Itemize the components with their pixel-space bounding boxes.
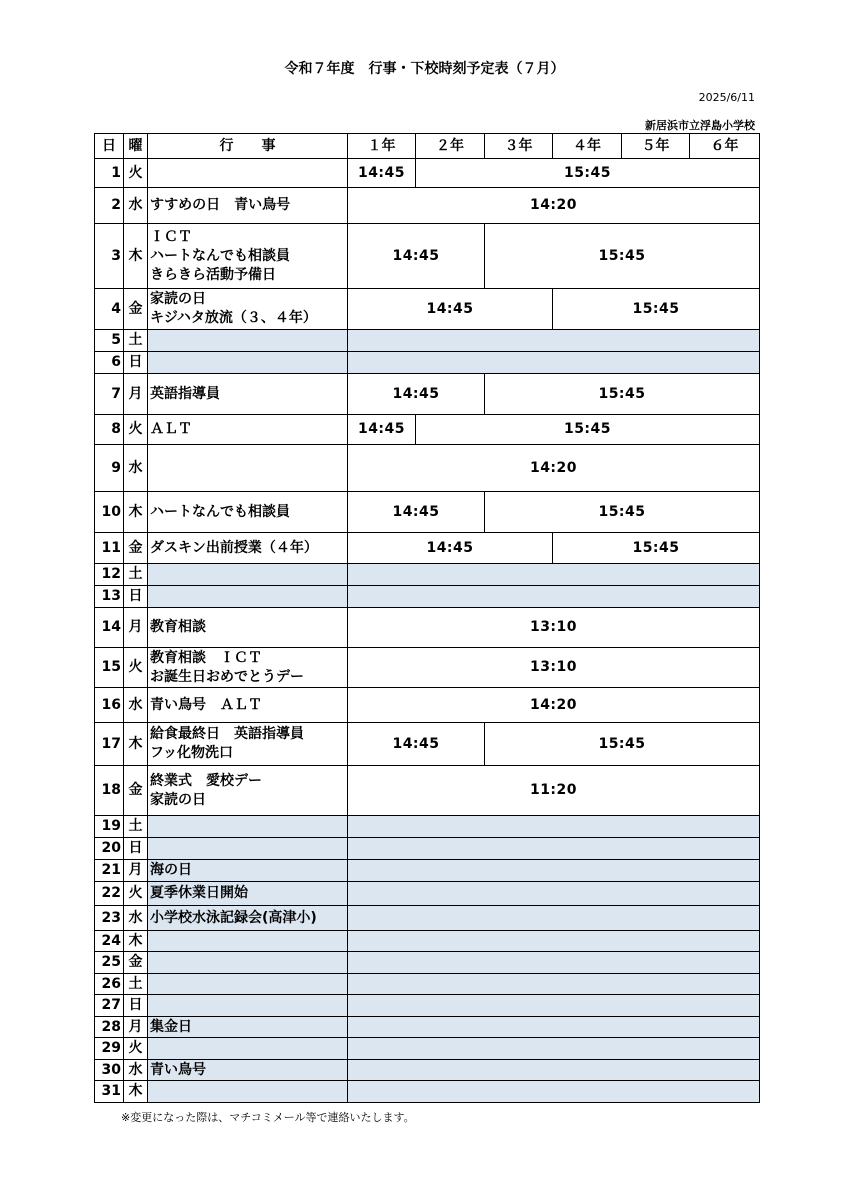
dismissal-time (348, 352, 760, 374)
day-number: 8 (95, 415, 124, 445)
day-number: 10 (95, 492, 124, 533)
table-row (95, 860, 760, 882)
weekday: 水 (124, 1060, 148, 1081)
weekday: 木 (124, 224, 148, 289)
dismissal-time: 11:20 (348, 766, 760, 816)
day-number: 22 (95, 882, 124, 906)
dismissal-time (348, 564, 760, 586)
event-line: 青い鳥号 (150, 1061, 206, 1078)
day-number: 29 (95, 1038, 124, 1060)
event-line: 夏季休業日開始 (150, 885, 248, 901)
table-row (95, 224, 760, 289)
event-line: きらきら活動予備日 (150, 266, 276, 283)
dismissal-time: 13:10 (348, 648, 760, 688)
event-cell (148, 723, 348, 766)
event-cell (148, 445, 348, 492)
dismissal-time (348, 974, 760, 995)
event-line: ＡＬＴ (150, 421, 192, 437)
dismissal-time: 15:45 (485, 723, 760, 766)
event-cell (148, 352, 348, 374)
event-cell (148, 564, 348, 586)
weekday: 水 (124, 906, 148, 931)
table-row (95, 838, 760, 860)
weekday: 木 (124, 1081, 148, 1103)
event-cell (148, 533, 348, 564)
weekday: 日 (124, 995, 148, 1017)
weekday: 土 (124, 330, 148, 352)
day-number: 6 (95, 352, 124, 374)
dismissal-time (348, 1038, 760, 1060)
table-row (95, 352, 760, 374)
event-line: 英語指導員 (150, 385, 220, 402)
event-cell (148, 860, 348, 882)
weekday: 金 (124, 952, 148, 974)
table-row (95, 445, 760, 492)
day-number: 18 (95, 766, 124, 816)
weekday: 水 (124, 188, 148, 224)
event-cell (148, 952, 348, 974)
dismissal-time: 14:45 (348, 723, 485, 766)
dismissal-time: 15:45 (485, 492, 760, 533)
dismissal-time (348, 906, 760, 931)
header-grade-2: ２年 (416, 134, 485, 159)
event-line: 給食最終日 英語指導員 (150, 726, 304, 742)
dismissal-time: 15:45 (553, 289, 760, 330)
day-number: 23 (95, 906, 124, 931)
event-cell (148, 931, 348, 952)
header-row (95, 134, 760, 159)
weekday: 月 (124, 374, 148, 415)
day-number: 24 (95, 931, 124, 952)
weekday: 火 (124, 648, 148, 688)
event-line: ハートなんでも相談員 (150, 247, 290, 264)
event-cell (148, 1038, 348, 1060)
day-number: 3 (95, 224, 124, 289)
dismissal-time: 14:45 (348, 415, 416, 445)
dismissal-time (348, 882, 760, 906)
event-line: 家読の日 (150, 291, 206, 307)
day-number: 16 (95, 688, 124, 723)
schedule-table (94, 133, 760, 1103)
table-row (95, 766, 760, 816)
day-number: 28 (95, 1017, 124, 1038)
table-row (95, 492, 760, 533)
table-row (95, 995, 760, 1017)
event-cell (148, 882, 348, 906)
day-number: 14 (95, 608, 124, 648)
event-cell (148, 816, 348, 838)
weekday: 火 (124, 159, 148, 188)
event-line: 家読の日 (150, 791, 206, 808)
event-line: お誕生日おめでとうデー (150, 668, 304, 685)
table-row (95, 289, 760, 330)
weekday: 火 (124, 415, 148, 445)
day-number: 21 (95, 860, 124, 882)
weekday: 日 (124, 352, 148, 374)
table-row (95, 1060, 760, 1081)
dismissal-time: 14:45 (348, 289, 553, 330)
dismissal-time: 14:45 (348, 224, 485, 289)
event-cell (148, 838, 348, 860)
event-cell (148, 1081, 348, 1103)
event-cell (148, 289, 348, 330)
event-cell (148, 1060, 348, 1081)
weekday: 火 (124, 882, 148, 906)
day-number: 25 (95, 952, 124, 974)
event-line: フッ化物洗口 (150, 745, 234, 761)
dismissal-time: 15:45 (416, 415, 760, 445)
event-cell (148, 648, 348, 688)
table-row (95, 882, 760, 906)
weekday: 月 (124, 608, 148, 648)
dismissal-time: 15:45 (485, 224, 760, 289)
dismissal-time (348, 995, 760, 1017)
dismissal-time (348, 330, 760, 352)
weekday: 月 (124, 860, 148, 882)
header-grade-6: ６年 (690, 134, 760, 159)
event-line: 終業式 愛校デー (150, 772, 262, 789)
table-row (95, 816, 760, 838)
dismissal-time: 14:20 (348, 445, 760, 492)
page-title: 令和７年度 行事・下校時刻予定表（７月） (284, 61, 565, 77)
dismissal-time: 14:45 (348, 159, 416, 188)
table-row (95, 952, 760, 974)
event-line: 小学校水泳記録会(高津小) (150, 909, 317, 926)
day-number: 7 (95, 374, 124, 415)
weekday: 日 (124, 586, 148, 608)
event-line: ダスキン出前授業（４年） (150, 539, 318, 556)
event-cell (148, 688, 348, 723)
weekday: 木 (124, 723, 148, 766)
dismissal-time (348, 838, 760, 860)
event-cell (148, 1017, 348, 1038)
weekday: 土 (124, 564, 148, 586)
dismissal-time: 15:45 (485, 374, 760, 415)
day-number: 17 (95, 723, 124, 766)
event-line: 海の日 (150, 862, 192, 878)
event-line: ＩＣＴ (150, 228, 192, 245)
table-row (95, 533, 760, 564)
day-number: 1 (95, 159, 124, 188)
table-row (95, 974, 760, 995)
weekday: 日 (124, 838, 148, 860)
event-cell (148, 492, 348, 533)
dismissal-time: 15:45 (416, 159, 760, 188)
dismissal-time: 13:10 (348, 608, 760, 648)
header-grade-5: ５年 (622, 134, 690, 159)
table-row (95, 906, 760, 931)
weekday: 木 (124, 931, 148, 952)
event-cell (148, 415, 348, 445)
weekday: 木 (124, 492, 148, 533)
event-cell (148, 224, 348, 289)
table-row (95, 723, 760, 766)
day-number: 9 (95, 445, 124, 492)
dismissal-time (348, 816, 760, 838)
event-line: すすめの日 青い鳥号 (150, 197, 291, 213)
table-row (95, 688, 760, 723)
day-number: 31 (95, 1081, 124, 1103)
event-line: 青い鳥号 ＡＬＴ (150, 696, 262, 713)
table-row (95, 374, 760, 415)
dismissal-time: 14:45 (348, 533, 553, 564)
dismissal-time (348, 931, 760, 952)
weekday: 金 (124, 533, 148, 564)
table-row (95, 188, 760, 224)
weekday: 水 (124, 688, 148, 723)
issue-date: 2025/6/11 (698, 91, 755, 104)
event-cell (148, 906, 348, 931)
day-number: 5 (95, 330, 124, 352)
table-row (95, 608, 760, 648)
day-number: 30 (95, 1060, 124, 1081)
weekday: 土 (124, 974, 148, 995)
dismissal-time (348, 1081, 760, 1103)
dismissal-time: 14:45 (348, 492, 485, 533)
event-cell (148, 586, 348, 608)
day-number: 2 (95, 188, 124, 224)
dismissal-time: 15:45 (553, 533, 760, 564)
weekday: 月 (124, 1017, 148, 1038)
weekday: 水 (124, 445, 148, 492)
header-day: 日 (95, 134, 124, 159)
school-name: 新居浜市立浮島小学校 (645, 119, 755, 132)
table-row (95, 586, 760, 608)
event-line: 教育相談 ＩＣＴ (150, 649, 262, 666)
table-row (95, 931, 760, 952)
table-row (95, 159, 760, 188)
day-number: 15 (95, 648, 124, 688)
event-cell (148, 974, 348, 995)
table-row (95, 330, 760, 352)
dismissal-time: 14:20 (348, 188, 760, 224)
day-number: 26 (95, 974, 124, 995)
header-grade-1: １年 (348, 134, 416, 159)
schedule-body (95, 159, 760, 1103)
weekday: 火 (124, 1038, 148, 1060)
dismissal-time: 14:45 (348, 374, 485, 415)
dismissal-time (348, 1017, 760, 1038)
table-row (95, 1081, 760, 1103)
weekday: 土 (124, 816, 148, 838)
dismissal-time (348, 1060, 760, 1081)
day-number: 4 (95, 289, 124, 330)
day-number: 19 (95, 816, 124, 838)
footnote: ※変更になった際は、マチコミメール等で連絡いたします。 (121, 1111, 415, 1124)
event-cell (148, 374, 348, 415)
event-line: ハートなんでも相談員 (150, 503, 290, 520)
weekday: 金 (124, 766, 148, 816)
weekday: 金 (124, 289, 148, 330)
event-cell (148, 330, 348, 352)
header-weekday: 曜 (124, 134, 148, 159)
day-number: 13 (95, 586, 124, 608)
header-event: 行 事 (148, 134, 348, 159)
event-line: キジハタ放流（３、４年） (150, 310, 317, 326)
day-number: 12 (95, 564, 124, 586)
event-cell (148, 995, 348, 1017)
dismissal-time (348, 952, 760, 974)
dismissal-time (348, 860, 760, 882)
table-row (95, 648, 760, 688)
day-number: 27 (95, 995, 124, 1017)
day-number: 20 (95, 838, 124, 860)
header-grade-4: ４年 (553, 134, 622, 159)
event-line: 教育相談 (150, 619, 206, 635)
table-row (95, 1017, 760, 1038)
table-row (95, 415, 760, 445)
day-number: 11 (95, 533, 124, 564)
event-cell (148, 159, 348, 188)
event-cell (148, 608, 348, 648)
event-cell (148, 188, 348, 224)
dismissal-time: 14:20 (348, 688, 760, 723)
dismissal-time (348, 586, 760, 608)
event-cell (148, 766, 348, 816)
table-row (95, 564, 760, 586)
event-line: 集金日 (150, 1018, 192, 1035)
table-row (95, 1038, 760, 1060)
header-grade-3: ３年 (485, 134, 553, 159)
